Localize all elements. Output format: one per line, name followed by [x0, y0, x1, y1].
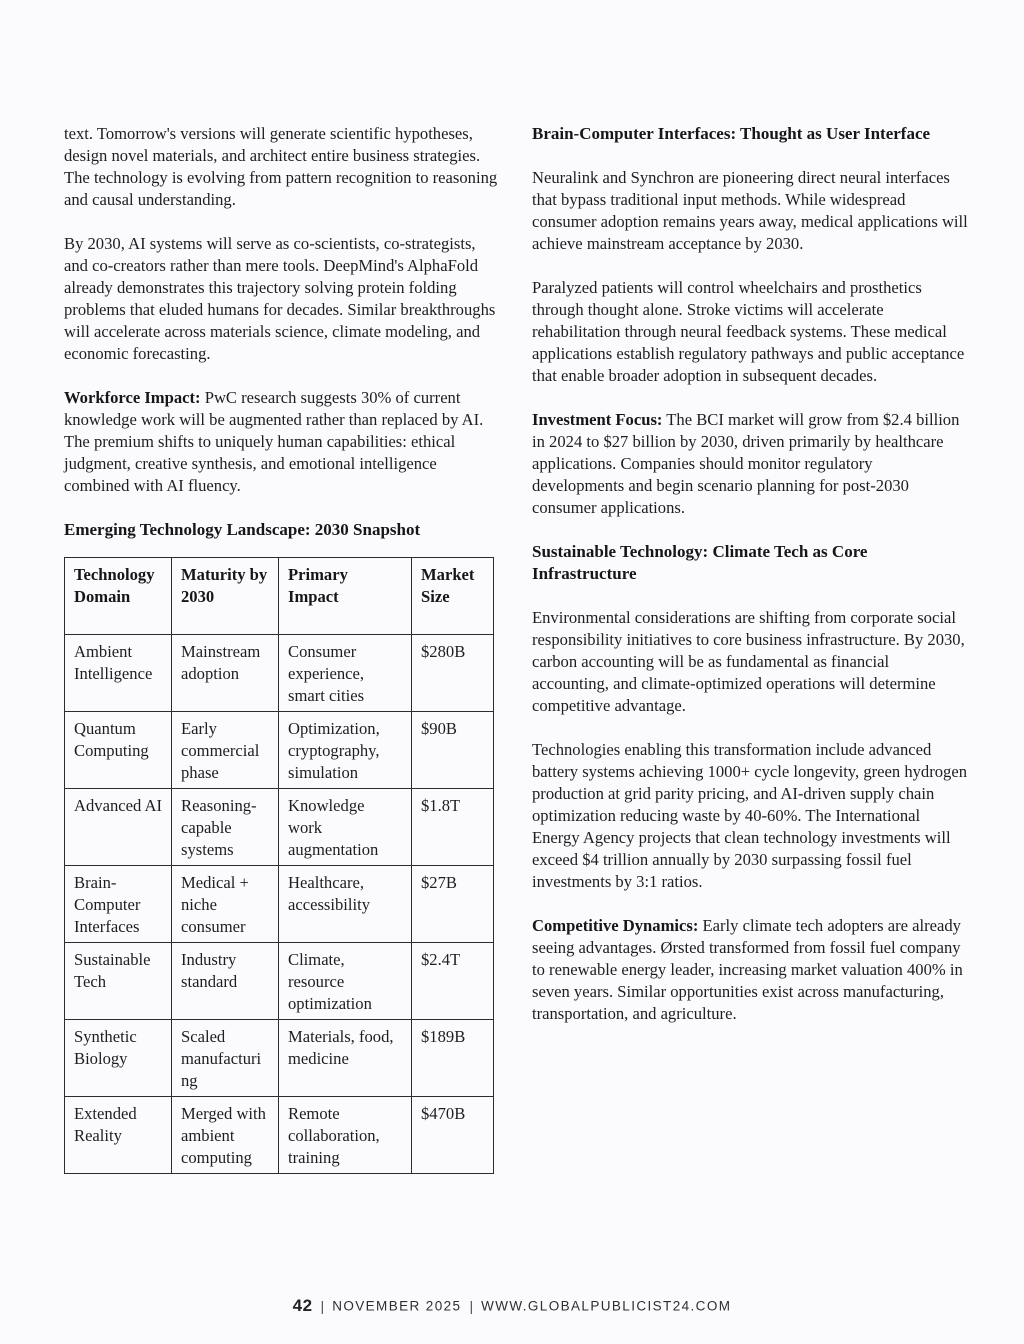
footer-separator: | — [469, 1298, 474, 1314]
table-cell: Materials, food, medicine — [279, 1020, 412, 1097]
col-header-market-size: Market Size — [412, 558, 494, 635]
table-cell: $1.8T — [412, 789, 494, 866]
col-header-technology-domain: Technology Domain — [65, 558, 172, 635]
table-cell: $27B — [412, 866, 494, 943]
table-header-row — [65, 558, 494, 635]
two-column-layout — [64, 123, 968, 1174]
body-paragraph: Technologies enabling this transformation include advanced battery systems achieving 1000+ cycle longevity, green hydrogen production at grid parity pricing, and AI-driven supply chain optimization reducing waste by 40-60%. The International Energy Agency projects that clean technology investments will exceed $4 trillion annually by 2030 surpassing fossil fuel investments by 3:1 ratios. — [532, 740, 967, 891]
table-cell: Knowledge work augmentation — [279, 789, 412, 866]
workforce-impact-text: PwC research suggests 30% of current knowledge work will be augmented rather than replaced by AI. The premium shifts to uniquely human capabilities: ethical judgment, creative synthesis, and emotional intelligence combined with AI fluency. — [64, 388, 484, 495]
page-footer — [0, 1296, 1024, 1316]
table-cell: Climate, resource optimization — [279, 943, 412, 1020]
table-row — [65, 943, 494, 1020]
table-cell: $90B — [412, 712, 494, 789]
table-cell: $470B — [412, 1097, 494, 1174]
website-url: WWW.GLOBALPUBLICIST24.COM — [481, 1298, 732, 1314]
table-cell: $280B — [412, 635, 494, 712]
table-row — [65, 866, 494, 943]
section-heading-bci: Brain-Computer Interfaces: Thought as User Interface — [532, 124, 931, 143]
table-heading: Emerging Technology Landscape: 2030 Snapshot — [64, 520, 421, 539]
table-row — [65, 1020, 494, 1097]
table-cell: Sustainable Tech — [65, 943, 172, 1020]
body-paragraph: By 2030, AI systems will serve as co-scientists, co-strategists, and co-creators rather than mere tools. DeepMind's AlphaFold already demonstrates this trajectory solving protein folding problems that eluded humans for decades. Similar breakthroughs will accelerate across materials science, climate modeling, and economic forecasting. — [64, 234, 496, 363]
col-header-maturity: Maturity by 2030 — [172, 558, 279, 635]
table-cell: Quantum Computing — [65, 712, 172, 789]
competitive-dynamics-text: Early climate tech adopters are already seeing advantages. Ørsted transformed from fossil fuel company to renewable energy leader, increasing market valuation 400% in seven years. Similar opportunities exist across manufacturing, transportation, and agriculture. — [532, 916, 963, 1023]
body-paragraph-workforce-impact — [64, 387, 500, 497]
investment-focus-lead: Investment Focus: — [532, 410, 663, 429]
table-cell: Scaled manufacturing — [172, 1020, 279, 1097]
body-paragraph: Environmental considerations are shifting from corporate social responsibility initiatives to core business infrastructure. By 2030, carbon accounting will be as fundamental as financial accounting, and climate-optimized operations will determine competitive advantage. — [532, 608, 965, 715]
table-cell: Ambient Intelligence — [65, 635, 172, 712]
competitive-dynamics-lead: Competitive Dynamics: — [532, 916, 699, 935]
body-paragraph: text. Tomorrow's versions will generate scientific hypotheses, design novel materials, and architect entire business strategies. The technology is evolving from pattern recognition to reasoning and causal understanding. — [64, 124, 498, 209]
table-cell: Extended Reality — [65, 1097, 172, 1174]
right-column — [532, 123, 968, 1174]
table-cell: $2.4T — [412, 943, 494, 1020]
table-cell: Early commercial phase — [172, 712, 279, 789]
table-cell: Merged with ambient computing — [172, 1097, 279, 1174]
col-header-primary-impact: Primary Impact — [279, 558, 412, 635]
table-cell: Consumer experience, smart cities — [279, 635, 412, 712]
table-cell: Healthcare, accessibility — [279, 866, 412, 943]
table-cell: Reasoning-capable systems — [172, 789, 279, 866]
table-row — [65, 1097, 494, 1174]
footer-separator: | — [320, 1298, 325, 1314]
workforce-impact-lead: Workforce Impact: — [64, 388, 201, 407]
table-cell: Remote collaboration, training — [279, 1097, 412, 1174]
table-row — [65, 635, 494, 712]
technology-landscape-table — [64, 557, 494, 1174]
table-row — [65, 712, 494, 789]
table-cell: Synthetic Biology — [65, 1020, 172, 1097]
table-cell: Brain-Computer Interfaces — [65, 866, 172, 943]
table-cell: Optimization, cryptography, simulation — [279, 712, 412, 789]
table-cell: Medical + niche consumer — [172, 866, 279, 943]
issue-date: NOVEMBER 2025 — [332, 1298, 462, 1314]
table-cell: Industry standard — [172, 943, 279, 1020]
table-cell: Advanced AI — [65, 789, 172, 866]
table-row — [65, 789, 494, 866]
table-cell: Mainstream adoption — [172, 635, 279, 712]
body-paragraph-competitive-dynamics — [532, 915, 968, 1025]
investment-focus-text: The BCI market will grow from $2.4 billion in 2024 to $27 billion by 2030, driven primarily by healthcare applications. Companies should monitor regulatory developments and begin scenario planning for post-2030 consumer applications. — [532, 410, 960, 517]
body-paragraph: Neuralink and Synchron are pioneering direct neural interfaces that bypass traditional input methods. While widespread consumer adoption remains years away, medical applications will achieve mainstream acceptance by 2030. — [532, 168, 968, 253]
body-paragraph-investment-focus — [532, 409, 968, 519]
body-paragraph: Paralyzed patients will control wheelchairs and prosthetics through thought alone. Stroke victims will accelerate rehabilitation through neural feedback systems. These medical applications establish regulatory pathways and public acceptance that enable broader adoption in subsequent decades. — [532, 278, 965, 385]
left-column — [64, 123, 500, 1174]
table-cell: $189B — [412, 1020, 494, 1097]
page-number: 42 — [292, 1296, 313, 1315]
section-heading-sustainable-tech: Sustainable Technology: Climate Tech as Core Infrastructure — [532, 542, 868, 583]
